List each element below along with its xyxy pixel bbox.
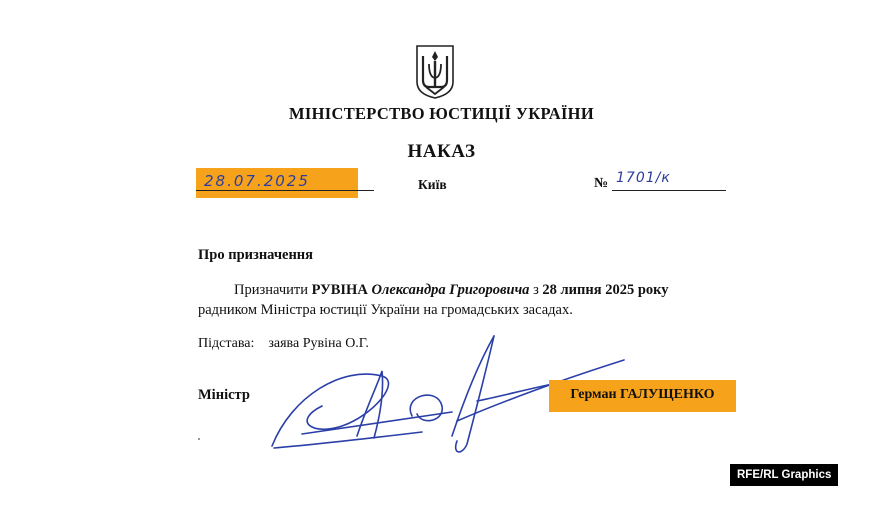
- number-underline: [612, 190, 726, 191]
- date-underline: [196, 190, 374, 191]
- basis-value: заява Рувіна О.Г.: [268, 336, 369, 351]
- start-date: 28 липня 2025 року: [542, 282, 669, 298]
- trident-emblem-icon: [414, 44, 456, 100]
- order-city: Київ: [418, 177, 447, 192]
- order-date: 28.07.2025: [204, 172, 310, 190]
- order-number: 1701/к: [616, 170, 671, 186]
- order-text-line-2: радником Міністра юстиції України на громадських засадах.: [198, 302, 573, 318]
- signer-position: Міністр: [198, 387, 250, 403]
- order-text-line-1: [234, 282, 669, 299]
- order-subject: Про призначення: [198, 247, 314, 263]
- appointee-name: Олександра Григоровича: [371, 282, 530, 298]
- date-prefix: з: [533, 282, 539, 298]
- margin-mark: [198, 438, 200, 440]
- order-verb: Призначити: [234, 282, 308, 298]
- signer-name: Герман ГАЛУЩЕНКО: [570, 387, 715, 402]
- appointee-surname: РУВІНА: [311, 282, 368, 298]
- number-sign: №: [594, 176, 609, 191]
- ministry-title: МІНІСТЕРСТВО ЮСТИЦІЇ УКРАЇНИ: [289, 104, 594, 123]
- document-type: НАКАЗ: [407, 141, 476, 162]
- source-credit-badge: RFE/RL Graphics: [730, 464, 838, 486]
- basis-label: Підстава:: [198, 336, 255, 351]
